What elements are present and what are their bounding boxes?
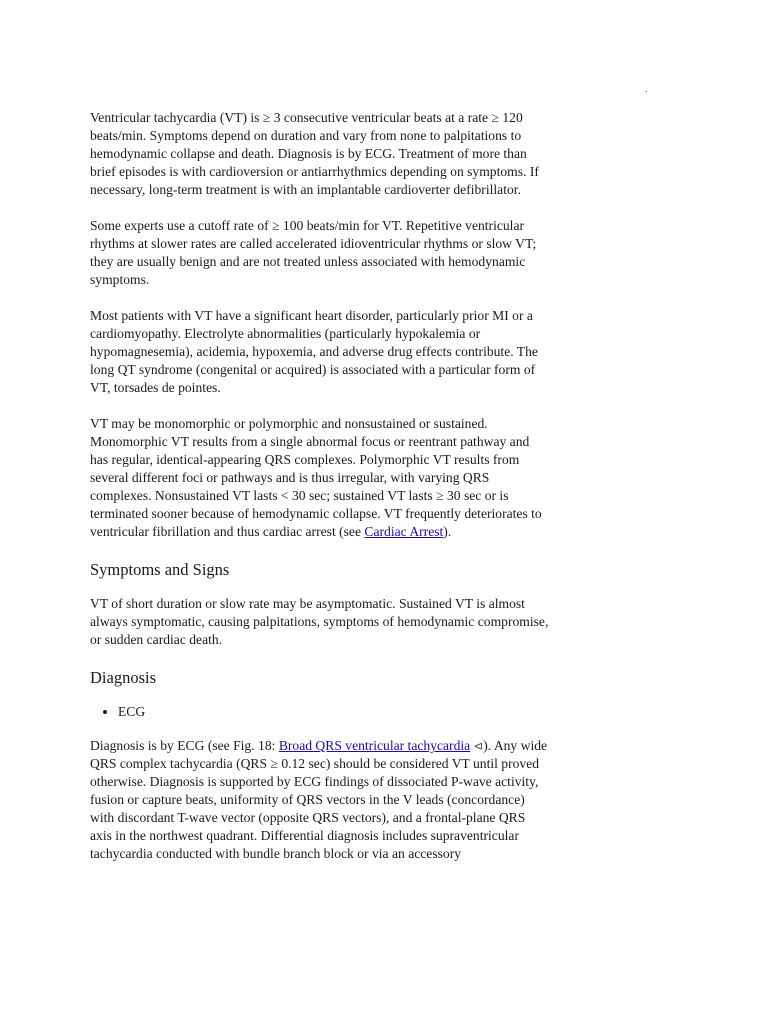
intro-paragraph: Ventricular tachycardia (VT) is ≥ 3 consecutive ventricular beats at a rate ≥ 120 beats/min. Symptoms depend on duration and vary from none to palpitations to hemodynamic collapse and death. Diagnosis is by ECG. Treatment of more than brief episodes is with cardioversion or antiarrhythmics depending on symptoms. If necessary, long-term treatment is with an implantable cardioverter defibrillator. — [90, 110, 539, 197]
types-paragraph — [90, 415, 550, 541]
list-item: • ECG — [118, 703, 550, 721]
broad-qrs-link-label: Broad QRS ventricular tachycardia — [278, 738, 471, 753]
cutoff-paragraph: Some experts use a cutoff rate of ≥ 100 beats/min for VT. Repetitive ventricular rhythms at slower rates are called accelerated idioventricular rhythms or slow VT; they are usually benign and are not treated unless associated with hemodynamic symptoms. — [90, 218, 537, 287]
figure-pointer-icon: ⊲ — [473, 739, 484, 753]
symptoms-paragraph: VT of short duration or slow rate may be asymptomatic. Sustained VT is almost always symptomatic, causing palpitations, symptoms of hemodynamic compromise, or sudden cardiac death. — [90, 596, 549, 647]
diagnosis-text-end: ). Any wide QRS complex tachycardia (QRS ≥ 0.12 sec) should be considered VT until proved otherwise. Diagnosis is supported by ECG findings of dissociated P-wave activity, fusion or capture beats, uniformity of QRS vectors in the V leads (concordance) with discordant T-wave vector (opposite QRS vectors), and a frontal-plane QRS axis in the northwest quadrant. Differential diagnosis includes supraventricular tachycardia conducted with bundle branch block or via an accessory — [90, 738, 548, 861]
symptoms-heading: Symptoms and Signs — [90, 560, 230, 579]
types-text-end: ). — [443, 524, 452, 539]
corner-mark: . — [645, 84, 648, 95]
document-body — [90, 109, 550, 881]
diagnosis-paragraph — [90, 737, 550, 863]
broad-qrs-link[interactable] — [279, 738, 483, 753]
causes-paragraph: Most patients with VT have a significant heart disorder, particularly prior MI or a cardiomyopathy. Electrolyte abnormalities (particularly hypokalemia or hypomagnesemia), acidemia, hypoxemia, and adverse drug effects contribute. The long QT syndrome (congenital or acquired) is associated with a particular form of VT, torsades de pointes. — [90, 308, 538, 395]
cardiac-arrest-link[interactable]: Cardiac Arrest — [364, 524, 444, 539]
diagnosis-list — [90, 703, 550, 721]
diagnosis-heading: Diagnosis — [90, 668, 156, 687]
diagnosis-text: Diagnosis is by ECG (see Fig. 18: — [90, 738, 279, 753]
types-text: VT may be monomorphic or polymorphic and nonsustained or sustained. Monomorphic VT results from a single abnormal focus or reentrant pathway and has regular, identical-appearing QRS complexes. Polymorphic VT results from several different foci or pathways and is thus irregular, with varying QRS complexes. Nonsustained VT lasts < 30 sec; sustained VT lasts ≥ 30 sec or is terminated sooner because of hemodynamic collapse. VT frequently deteriorates to ventricular fibrillation and thus cardiac arrest (see — [90, 416, 542, 539]
